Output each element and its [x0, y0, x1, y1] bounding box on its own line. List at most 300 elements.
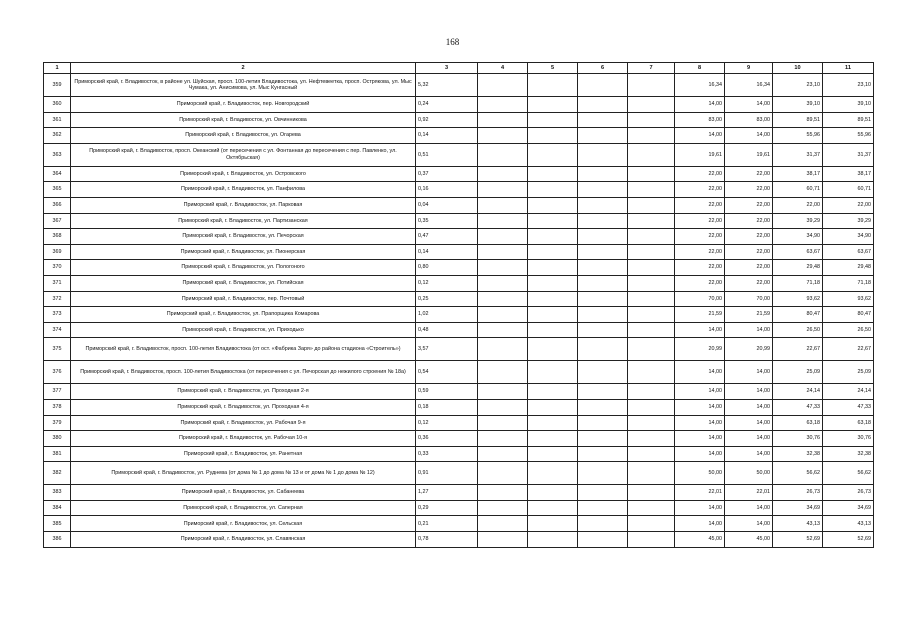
row-col7 — [628, 143, 675, 166]
row-col9: 19,61 — [725, 143, 773, 166]
row-col5 — [528, 485, 578, 501]
row-address: Приморский край, г. Владивосток, просп. 100-летия Владивостока (от пересечения с ул. Печорская до нежилого строения № 18а) — [71, 361, 416, 384]
column-header-9: 9 — [725, 63, 773, 74]
row-col4 — [478, 446, 528, 462]
row-col10: 39,10 — [773, 97, 823, 113]
row-col9: 22,01 — [725, 485, 773, 501]
row-col8: 83,00 — [675, 112, 725, 128]
row-length: 0,47 — [416, 229, 478, 245]
row-length: 0,21 — [416, 516, 478, 532]
table-row — [44, 275, 874, 291]
row-col10: 31,37 — [773, 143, 823, 166]
row-col7 — [628, 244, 675, 260]
row-address: Приморский край, г. Владивосток, ул. Пологоного — [71, 260, 416, 276]
table-row — [44, 500, 874, 516]
row-address: Приморский край, г. Владивосток, ул. Рабочая 9-я — [71, 415, 416, 431]
row-col5 — [528, 338, 578, 361]
row-length: 1,27 — [416, 485, 478, 501]
row-col6 — [578, 361, 628, 384]
row-length: 0,36 — [416, 431, 478, 447]
row-col10: 80,47 — [773, 307, 823, 323]
row-col6 — [578, 532, 628, 548]
row-col8: 22,00 — [675, 197, 725, 213]
row-address: Приморский край, г. Владивосток, ул. Островского — [71, 166, 416, 182]
column-header-10: 10 — [773, 63, 823, 74]
row-col4 — [478, 485, 528, 501]
row-col6 — [578, 338, 628, 361]
row-col7 — [628, 446, 675, 462]
row-col6 — [578, 128, 628, 144]
row-col10: 71,18 — [773, 275, 823, 291]
row-col9: 22,00 — [725, 197, 773, 213]
row-col7 — [628, 431, 675, 447]
row-col4 — [478, 143, 528, 166]
row-length: 0,16 — [416, 182, 478, 198]
row-col4 — [478, 462, 528, 485]
row-col8: 45,00 — [675, 532, 725, 548]
row-col8: 14,00 — [675, 415, 725, 431]
row-col5 — [528, 260, 578, 276]
row-number: 386 — [44, 532, 71, 548]
row-col5 — [528, 166, 578, 182]
row-length: 0,12 — [416, 275, 478, 291]
row-col5 — [528, 128, 578, 144]
row-col6 — [578, 485, 628, 501]
row-address: Приморский край, г. Владивосток, ул. Сабанеева — [71, 485, 416, 501]
row-col5 — [528, 97, 578, 113]
row-col7 — [628, 74, 675, 97]
row-col11: 26,73 — [823, 485, 874, 501]
row-number: 365 — [44, 182, 71, 198]
row-col10: 56,62 — [773, 462, 823, 485]
table-header-row — [44, 63, 874, 74]
row-address: Приморский край, г. Владивосток, просп. Океанский (от пересечения с ул. Фонтанная до пересечения с пер. Павленко, ул. Октябрьская) — [71, 143, 416, 166]
table-row — [44, 74, 874, 97]
row-col9: 14,00 — [725, 415, 773, 431]
row-col11: 26,50 — [823, 322, 874, 338]
row-col7 — [628, 260, 675, 276]
table-row — [44, 213, 874, 229]
row-col7 — [628, 229, 675, 245]
row-col4 — [478, 244, 528, 260]
row-col9: 22,00 — [725, 260, 773, 276]
row-col8: 22,00 — [675, 182, 725, 198]
row-col11: 63,18 — [823, 415, 874, 431]
table-row — [44, 260, 874, 276]
row-col7 — [628, 361, 675, 384]
row-col8: 14,00 — [675, 446, 725, 462]
row-address: Приморский край, г. Владивосток, ул. Пионерская — [71, 244, 416, 260]
row-address: Приморский край, г. Владивосток, ул. Овчинникова — [71, 112, 416, 128]
row-length: 0,35 — [416, 213, 478, 229]
row-col11: 25,09 — [823, 361, 874, 384]
column-header-4: 4 — [478, 63, 528, 74]
table-row — [44, 532, 874, 548]
row-col9: 14,00 — [725, 431, 773, 447]
row-col4 — [478, 516, 528, 532]
row-col6 — [578, 431, 628, 447]
row-col10: 32,38 — [773, 446, 823, 462]
row-col10: 26,50 — [773, 322, 823, 338]
row-col6 — [578, 322, 628, 338]
row-col10: 60,71 — [773, 182, 823, 198]
row-col11: 56,62 — [823, 462, 874, 485]
row-col11: 39,10 — [823, 97, 874, 113]
row-col8: 22,00 — [675, 166, 725, 182]
row-col11: 89,51 — [823, 112, 874, 128]
row-col5 — [528, 462, 578, 485]
row-col6 — [578, 166, 628, 182]
row-col5 — [528, 307, 578, 323]
row-col8: 16,34 — [675, 74, 725, 97]
row-col4 — [478, 229, 528, 245]
row-length: 0,51 — [416, 143, 478, 166]
row-col8: 70,00 — [675, 291, 725, 307]
row-col8: 20,99 — [675, 338, 725, 361]
row-col8: 22,00 — [675, 244, 725, 260]
row-col9: 22,00 — [725, 275, 773, 291]
row-number: 383 — [44, 485, 71, 501]
row-col6 — [578, 74, 628, 97]
row-col4 — [478, 322, 528, 338]
table-row — [44, 197, 874, 213]
row-col5 — [528, 291, 578, 307]
row-col4 — [478, 399, 528, 415]
table-row — [44, 112, 874, 128]
row-col4 — [478, 74, 528, 97]
row-address: Приморский край, г. Владивосток, ул. Рабочая 10-я — [71, 431, 416, 447]
row-col6 — [578, 213, 628, 229]
row-col6 — [578, 182, 628, 198]
row-col4 — [478, 431, 528, 447]
row-number: 374 — [44, 322, 71, 338]
row-col9: 22,00 — [725, 213, 773, 229]
row-col11: 22,00 — [823, 197, 874, 213]
row-col11: 23,10 — [823, 74, 874, 97]
row-length: 1,02 — [416, 307, 478, 323]
row-col9: 22,00 — [725, 229, 773, 245]
row-col11: 30,76 — [823, 431, 874, 447]
row-col10: 29,48 — [773, 260, 823, 276]
row-col8: 50,00 — [675, 462, 725, 485]
row-col11: 52,69 — [823, 532, 874, 548]
row-col4 — [478, 213, 528, 229]
row-length: 0,24 — [416, 97, 478, 113]
row-col5 — [528, 275, 578, 291]
row-col9: 14,00 — [725, 97, 773, 113]
row-col5 — [528, 143, 578, 166]
table-row — [44, 307, 874, 323]
row-col10: 34,90 — [773, 229, 823, 245]
row-number: 373 — [44, 307, 71, 323]
row-col7 — [628, 112, 675, 128]
row-length: 0,33 — [416, 446, 478, 462]
row-address: Приморский край, г. Владивосток, ул. Славянская — [71, 532, 416, 548]
row-length: 0,04 — [416, 197, 478, 213]
row-number: 379 — [44, 415, 71, 431]
row-number: 366 — [44, 197, 71, 213]
row-col11: 24,14 — [823, 384, 874, 400]
row-col7 — [628, 166, 675, 182]
row-length: 0,29 — [416, 500, 478, 516]
row-address: Приморский край, г. Владивосток, ул. Партизанская — [71, 213, 416, 229]
row-address: Приморский край, г. Владивосток, ул. Саперная — [71, 500, 416, 516]
row-col5 — [528, 182, 578, 198]
row-col9: 70,00 — [725, 291, 773, 307]
row-col4 — [478, 384, 528, 400]
row-col4 — [478, 415, 528, 431]
row-col9: 14,00 — [725, 500, 773, 516]
row-number: 372 — [44, 291, 71, 307]
row-col6 — [578, 260, 628, 276]
row-col4 — [478, 197, 528, 213]
row-col8: 14,00 — [675, 431, 725, 447]
row-address: Приморский край, г. Владивосток, ул. Проходная 2-я — [71, 384, 416, 400]
row-col8: 22,00 — [675, 275, 725, 291]
row-length: 0,18 — [416, 399, 478, 415]
row-col5 — [528, 229, 578, 245]
row-col8: 21,59 — [675, 307, 725, 323]
row-col9: 21,59 — [725, 307, 773, 323]
row-col4 — [478, 166, 528, 182]
row-address: Приморский край, г. Владивосток, ул. Ранетная — [71, 446, 416, 462]
table-row — [44, 229, 874, 245]
row-col5 — [528, 74, 578, 97]
row-address: Приморский край, г. Владивосток, ул. Руднева (от дома № 1 до дома № 13 и от дома № 1 до дома № 12) — [71, 462, 416, 485]
row-col7 — [628, 291, 675, 307]
row-col11: 55,96 — [823, 128, 874, 144]
row-col4 — [478, 291, 528, 307]
row-col5 — [528, 322, 578, 338]
row-col11: 34,90 — [823, 229, 874, 245]
table-row — [44, 431, 874, 447]
table-row — [44, 128, 874, 144]
row-address: Приморский край, г. Владивосток, ул. Панфилова — [71, 182, 416, 198]
row-col7 — [628, 322, 675, 338]
row-col4 — [478, 97, 528, 113]
row-col7 — [628, 97, 675, 113]
row-col5 — [528, 516, 578, 532]
row-col5 — [528, 244, 578, 260]
row-col10: 30,76 — [773, 431, 823, 447]
table-row — [44, 244, 874, 260]
row-col5 — [528, 112, 578, 128]
row-length: 0,78 — [416, 532, 478, 548]
row-col11: 47,33 — [823, 399, 874, 415]
row-number: 367 — [44, 213, 71, 229]
row-col7 — [628, 500, 675, 516]
row-col5 — [528, 446, 578, 462]
row-number: 376 — [44, 361, 71, 384]
row-address: Приморский край, г. Владивосток, ул. Печорская — [71, 229, 416, 245]
row-col9: 20,99 — [725, 338, 773, 361]
table-row — [44, 384, 874, 400]
row-length: 0,14 — [416, 244, 478, 260]
row-col8: 19,61 — [675, 143, 725, 166]
row-length: 0,80 — [416, 260, 478, 276]
row-col8: 14,00 — [675, 128, 725, 144]
row-col10: 34,69 — [773, 500, 823, 516]
row-col9: 14,00 — [725, 384, 773, 400]
row-number: 363 — [44, 143, 71, 166]
row-number: 378 — [44, 399, 71, 415]
row-col10: 25,09 — [773, 361, 823, 384]
row-col5 — [528, 532, 578, 548]
row-col4 — [478, 112, 528, 128]
table-row — [44, 143, 874, 166]
row-col9: 50,00 — [725, 462, 773, 485]
row-col8: 22,00 — [675, 229, 725, 245]
row-col11: 80,47 — [823, 307, 874, 323]
row-length: 3,57 — [416, 338, 478, 361]
row-col8: 14,00 — [675, 399, 725, 415]
row-number: 381 — [44, 446, 71, 462]
row-col6 — [578, 197, 628, 213]
row-col8: 22,01 — [675, 485, 725, 501]
row-col7 — [628, 197, 675, 213]
row-col8: 22,00 — [675, 213, 725, 229]
row-col7 — [628, 516, 675, 532]
row-col8: 14,00 — [675, 97, 725, 113]
row-address: Приморский край, г. Владивосток, ул. Прапорщика Комарова — [71, 307, 416, 323]
page-number: 168 — [445, 37, 460, 47]
row-col4 — [478, 361, 528, 384]
row-col11: 34,69 — [823, 500, 874, 516]
table-row — [44, 462, 874, 485]
row-col6 — [578, 399, 628, 415]
row-col7 — [628, 485, 675, 501]
row-length: 5,32 — [416, 74, 478, 97]
row-col5 — [528, 431, 578, 447]
row-col6 — [578, 143, 628, 166]
table-row — [44, 97, 874, 113]
row-col10: 63,67 — [773, 244, 823, 260]
row-col11: 39,29 — [823, 213, 874, 229]
row-col10: 24,14 — [773, 384, 823, 400]
row-col6 — [578, 307, 628, 323]
row-col10: 22,67 — [773, 338, 823, 361]
column-header-3: 3 — [416, 63, 478, 74]
row-col5 — [528, 213, 578, 229]
row-address: Приморский край, г. Владивосток, пер. Новгородский — [71, 97, 416, 113]
row-col9: 14,00 — [725, 361, 773, 384]
row-col6 — [578, 97, 628, 113]
row-col10: 52,69 — [773, 532, 823, 548]
row-col8: 14,00 — [675, 384, 725, 400]
row-length: 0,91 — [416, 462, 478, 485]
row-col8: 22,00 — [675, 260, 725, 276]
row-number: 377 — [44, 384, 71, 400]
row-number: 362 — [44, 128, 71, 144]
row-col11: 63,67 — [823, 244, 874, 260]
row-col7 — [628, 384, 675, 400]
row-number: 382 — [44, 462, 71, 485]
row-number: 369 — [44, 244, 71, 260]
row-col11: 29,48 — [823, 260, 874, 276]
row-col4 — [478, 307, 528, 323]
row-col7 — [628, 462, 675, 485]
row-col7 — [628, 532, 675, 548]
row-col6 — [578, 112, 628, 128]
row-col5 — [528, 384, 578, 400]
table-row — [44, 182, 874, 198]
row-col4 — [478, 260, 528, 276]
column-header-8: 8 — [675, 63, 725, 74]
row-col11: 38,17 — [823, 166, 874, 182]
table-row — [44, 415, 874, 431]
row-number: 361 — [44, 112, 71, 128]
table-row — [44, 516, 874, 532]
row-col4 — [478, 532, 528, 548]
column-header-6: 6 — [578, 63, 628, 74]
row-col7 — [628, 307, 675, 323]
row-col7 — [628, 275, 675, 291]
row-length: 0,48 — [416, 322, 478, 338]
table-row — [44, 361, 874, 384]
row-col10: 26,73 — [773, 485, 823, 501]
row-col11: 32,38 — [823, 446, 874, 462]
row-number: 370 — [44, 260, 71, 276]
row-number: 371 — [44, 275, 71, 291]
row-address: Приморский край, г. Владивосток, просп. 100-летия Владивостока (от ост. «Фабрика Заря» до района стадиона «Строитель») — [71, 338, 416, 361]
row-length: 0,25 — [416, 291, 478, 307]
row-address: Приморский край, г. Владивосток, ул. Парковая — [71, 197, 416, 213]
row-col6 — [578, 229, 628, 245]
row-col6 — [578, 500, 628, 516]
table-row — [44, 446, 874, 462]
row-length: 0,92 — [416, 112, 478, 128]
row-col10: 43,13 — [773, 516, 823, 532]
row-col6 — [578, 446, 628, 462]
row-col4 — [478, 182, 528, 198]
row-col7 — [628, 182, 675, 198]
row-number: 385 — [44, 516, 71, 532]
row-col7 — [628, 338, 675, 361]
row-col7 — [628, 415, 675, 431]
row-number: 380 — [44, 431, 71, 447]
row-col10: 39,29 — [773, 213, 823, 229]
row-address: Приморский край, г. Владивосток, ул. Сельская — [71, 516, 416, 532]
row-col6 — [578, 291, 628, 307]
row-col4 — [478, 500, 528, 516]
column-header-5: 5 — [528, 63, 578, 74]
row-col10: 47,33 — [773, 399, 823, 415]
row-col9: 45,00 — [725, 532, 773, 548]
row-col9: 22,00 — [725, 182, 773, 198]
column-header-11: 11 — [823, 63, 874, 74]
row-col4 — [478, 128, 528, 144]
row-col9: 83,00 — [725, 112, 773, 128]
row-col11: 71,18 — [823, 275, 874, 291]
row-col6 — [578, 462, 628, 485]
row-col5 — [528, 399, 578, 415]
row-address: Приморский край, г. Владивосток, пер. Почтовый — [71, 291, 416, 307]
column-header-7: 7 — [628, 63, 675, 74]
row-number: 384 — [44, 500, 71, 516]
table-row — [44, 399, 874, 415]
row-length: 0,59 — [416, 384, 478, 400]
row-length: 0,37 — [416, 166, 478, 182]
row-col9: 22,00 — [725, 166, 773, 182]
table-row — [44, 338, 874, 361]
row-col4 — [478, 338, 528, 361]
row-col11: 31,37 — [823, 143, 874, 166]
row-col8: 14,00 — [675, 500, 725, 516]
row-col5 — [528, 500, 578, 516]
row-col10: 93,62 — [773, 291, 823, 307]
row-col5 — [528, 197, 578, 213]
row-col10: 23,10 — [773, 74, 823, 97]
